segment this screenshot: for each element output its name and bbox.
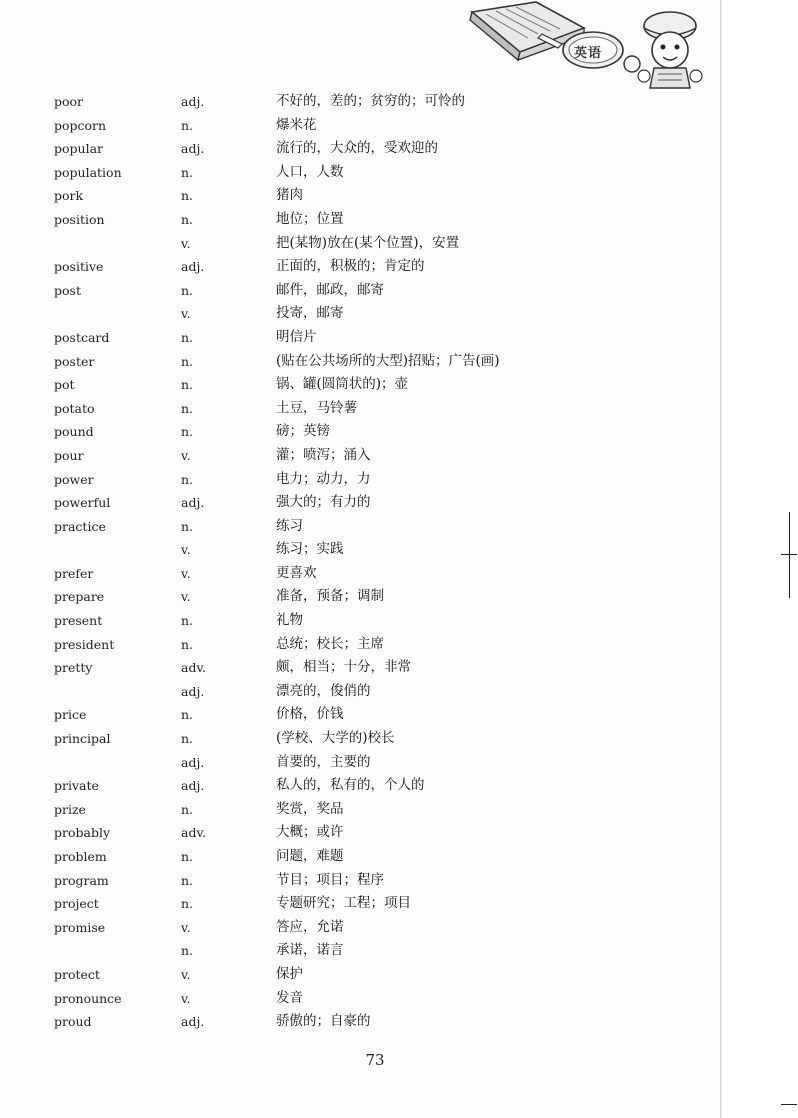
entry-part-of-speech: adj. [181, 754, 205, 770]
entry-part-of-speech: n. [181, 896, 194, 912]
entry-part-of-speech: adj. [181, 141, 205, 157]
entry-word: practice [54, 518, 106, 534]
entry-meaning: 颇，相当；十分，非常 [276, 659, 411, 676]
cartoon-kid-icon [638, 12, 702, 88]
vocabulary-list [0, 90, 720, 1034]
entry-word: powerful [54, 495, 111, 511]
entry-part-of-speech: v. [181, 542, 191, 558]
entry-meaning: 发音 [276, 989, 303, 1006]
entry-part-of-speech: adj. [181, 683, 205, 699]
entry-word: president [54, 636, 115, 652]
entry-part-of-speech: adj. [181, 495, 205, 511]
vocab-entry [0, 420, 720, 444]
entry-meaning: 大概；或许 [276, 824, 344, 841]
entry-part-of-speech: n. [181, 424, 194, 440]
entry-word: pronounce [54, 990, 122, 1006]
vocab-entry [0, 727, 720, 751]
entry-word: prepare [54, 589, 105, 605]
entry-part-of-speech: n. [181, 353, 194, 369]
right-margin [722, 0, 798, 1118]
entry-word: poor [54, 94, 84, 109]
entry-part-of-speech: adv. [181, 660, 207, 676]
entry-word: poster [54, 353, 95, 369]
entry-meaning: 投寄，邮寄 [276, 305, 344, 322]
entry-word: principal [54, 731, 111, 747]
vocab-entry [0, 609, 720, 633]
vocab-entry [0, 444, 720, 468]
vocab-entry [0, 562, 720, 586]
entry-word: popcorn [54, 117, 107, 133]
entry-meaning: 土豆，马铃薯 [276, 399, 357, 416]
entry-meaning: 灌；喷泻；涌入 [276, 446, 371, 463]
entry-part-of-speech: adj. [181, 94, 205, 109]
entry-meaning: (贴在公共场所的大型)招贴；广告(画) [276, 352, 500, 369]
vocab-entry [0, 137, 720, 161]
entry-word: private [54, 778, 99, 794]
entry-meaning: 邮件，邮政，邮寄 [276, 281, 384, 298]
entry-part-of-speech: n. [181, 471, 194, 487]
entry-meaning: 保护 [276, 965, 303, 982]
entry-word: pretty [54, 660, 93, 676]
crop-mark-horizontal [781, 554, 797, 555]
vocab-entry [0, 963, 720, 987]
entry-part-of-speech: n. [181, 636, 194, 652]
vocab-entry [0, 845, 720, 869]
entry-meaning: 承诺，诺言 [276, 942, 344, 959]
vocab-entry [0, 656, 720, 680]
vocab-entry [0, 184, 720, 208]
vocab-entry [0, 90, 720, 114]
vocab-entry [0, 350, 720, 374]
entry-part-of-speech: v. [181, 966, 191, 982]
entry-part-of-speech: v. [181, 235, 191, 251]
entry-word: project [54, 896, 99, 912]
vocab-entry [0, 161, 720, 185]
vocab-entry [0, 821, 720, 845]
crop-mark-bottom [781, 1104, 797, 1105]
entry-meaning: 节目；项目；程序 [276, 871, 384, 888]
vocab-entry [0, 987, 720, 1011]
vocab-entry [0, 1010, 720, 1034]
entry-meaning: 奖赏，奖品 [276, 800, 344, 817]
entry-word: pork [54, 188, 84, 204]
entry-word: price [54, 707, 87, 723]
vocab-entry [0, 255, 720, 279]
vocab-entry [0, 538, 720, 562]
entry-meaning: 电力；动力，力 [276, 470, 371, 487]
vocab-entry [0, 798, 720, 822]
entry-meaning: 首要的，主要的 [276, 753, 371, 770]
entry-meaning: 猪肉 [276, 187, 303, 204]
entry-meaning: 人口，人数 [276, 163, 344, 180]
entry-word: potato [54, 400, 95, 416]
crop-mark-vertical [789, 512, 790, 598]
entry-part-of-speech: v. [181, 306, 191, 322]
vocab-entry [0, 680, 720, 704]
entry-part-of-speech: n. [181, 801, 194, 817]
entry-part-of-speech: n. [181, 188, 194, 204]
vocab-entry [0, 869, 720, 893]
entry-word: prefer [54, 565, 94, 581]
entry-meaning: 答应，允诺 [276, 918, 344, 935]
entry-meaning: 练习；实践 [276, 541, 344, 558]
entry-meaning: 准备，预备；调制 [276, 588, 384, 605]
vocab-entry [0, 397, 720, 421]
vocab-entry [0, 939, 720, 963]
entry-meaning: 明信片 [276, 328, 317, 345]
entry-meaning: 流行的，大众的，受欢迎的 [276, 140, 438, 157]
vocab-entry [0, 232, 720, 256]
entry-part-of-speech: v. [181, 565, 191, 581]
entry-word: population [54, 164, 122, 180]
entry-word: probably [54, 825, 111, 841]
entry-meaning: 专题研究；工程；项目 [276, 895, 411, 912]
subject-badge-text: 英语 [574, 46, 603, 61]
entry-part-of-speech: n. [181, 613, 194, 629]
entry-part-of-speech: n. [181, 211, 194, 227]
vocab-entry [0, 774, 720, 798]
entry-meaning: 练习 [276, 517, 303, 534]
entry-part-of-speech: n. [181, 377, 194, 393]
entry-part-of-speech: n. [181, 731, 194, 747]
entry-meaning: (学校、大学的)校长 [276, 730, 395, 747]
vocab-entry [0, 515, 720, 539]
entry-word: problem [54, 849, 107, 864]
entry-part-of-speech: n. [181, 400, 194, 416]
entry-meaning: 问题，难题 [276, 848, 344, 864]
entry-part-of-speech: n. [181, 282, 194, 298]
entry-word: positive [54, 259, 104, 275]
entry-meaning: 私人的，私有的，个人的 [276, 777, 425, 794]
vocab-entry [0, 373, 720, 397]
entry-word: proud [54, 1014, 92, 1030]
entry-part-of-speech: v. [181, 990, 191, 1006]
entry-word: present [54, 613, 103, 629]
entry-part-of-speech: v. [181, 589, 191, 605]
entry-part-of-speech: n. [181, 329, 194, 345]
entry-meaning: 漂亮的，俊俏的 [276, 682, 371, 699]
vocab-entry [0, 751, 720, 775]
vocab-entry [0, 326, 720, 350]
entry-meaning: 爆米花 [276, 116, 317, 133]
vocab-entry [0, 491, 720, 515]
entry-part-of-speech: adv. [181, 825, 207, 841]
entry-part-of-speech: n. [181, 872, 194, 888]
entry-meaning: 更喜欢 [276, 564, 317, 581]
entry-meaning: 正面的，积极的；肯定的 [276, 258, 425, 275]
entry-meaning: 不好的，差的；贫穷的；可怜的 [276, 93, 465, 109]
entry-part-of-speech: n. [181, 707, 194, 723]
entry-word: post [54, 282, 81, 298]
vocab-entry [0, 892, 720, 916]
vocab-entry [0, 114, 720, 138]
vocab-entry [0, 302, 720, 326]
vocab-entry [0, 585, 720, 609]
entry-meaning: 骄傲的；自豪的 [276, 1013, 371, 1030]
vocab-entry [0, 468, 720, 492]
entry-word: pot [54, 377, 75, 393]
entry-meaning: 把(某物)放在(某个位置)，安置 [276, 234, 460, 251]
entry-meaning: 地位；位置 [276, 210, 344, 227]
page-number: 73 [365, 1051, 385, 1069]
entry-part-of-speech: n. [181, 849, 194, 864]
entry-meaning: 礼物 [276, 612, 303, 629]
entry-part-of-speech: v. [181, 919, 191, 935]
entry-meaning: 总统；校长；主席 [276, 635, 384, 652]
entry-word: popular [54, 141, 104, 157]
entry-part-of-speech: adj. [181, 1014, 205, 1030]
entry-part-of-speech: adj. [181, 778, 205, 794]
vocab-entry [0, 208, 720, 232]
entry-part-of-speech: adj. [181, 259, 205, 275]
entry-part-of-speech: v. [181, 447, 191, 463]
entry-part-of-speech: n. [181, 164, 194, 180]
entry-meaning: 强大的；有力的 [276, 494, 371, 511]
entry-part-of-speech: n. [181, 117, 194, 133]
entry-meaning: 磅；英镑 [276, 423, 330, 440]
entry-word: position [54, 211, 105, 227]
entry-part-of-speech: n. [181, 943, 194, 959]
entry-word: protect [54, 966, 100, 982]
entry-word: power [54, 471, 94, 487]
entry-word: postcard [54, 329, 110, 345]
vocab-entry [0, 703, 720, 727]
vocab-entry [0, 279, 720, 303]
vocab-entry [0, 633, 720, 657]
entry-meaning: 锅、罐(圆筒状的)；壶 [276, 376, 409, 393]
entry-word: promise [54, 919, 106, 935]
entry-word: prize [54, 801, 86, 817]
entry-part-of-speech: n. [181, 518, 194, 534]
entry-word: program [54, 872, 109, 888]
entry-meaning: 价格，价钱 [276, 706, 344, 723]
vocab-entry [0, 916, 720, 940]
entry-word: pour [54, 447, 84, 463]
entry-word: pound [54, 424, 94, 440]
